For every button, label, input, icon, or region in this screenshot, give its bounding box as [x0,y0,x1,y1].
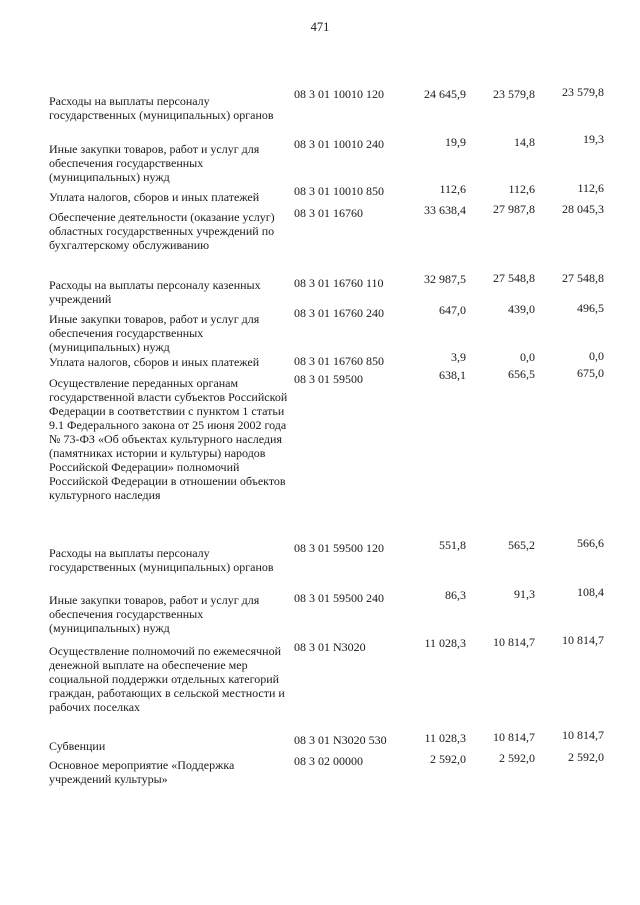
row-value-3: 112,6 [577,181,604,195]
row-value-2: 565,2 [508,538,535,552]
row-name: Расходы на выплаты персоналу государственных (муниципальных) органов [49,94,274,122]
row-name: Иные закупки товаров, работ и услуг для обеспечения государственных (муниципальных) нужд [49,593,260,635]
row-value-2: 10 814,7 [493,730,535,744]
row-value-3: 10 814,7 [562,633,604,647]
row-name: Обеспечение деятельности (оказание услуг) областных государственных учреждений по бухгалтерскому обслуживанию [49,210,275,252]
row-code: 08 3 01 59500 [294,372,363,386]
row-value-1: 24 645,9 [424,87,466,101]
row-value-3: 675,0 [577,366,604,380]
row-code: 08 3 01 16760 110 [294,276,384,290]
row-name: Уплата налогов, сборов и иных платежей [49,190,260,204]
row-value-3: 2 592,0 [568,750,604,764]
row-code: 08 3 01 N3020 530 [294,733,387,747]
row-value-1: 2 592,0 [430,752,466,766]
row-value-1: 3,9 [451,350,466,364]
row-code: 08 3 01 N3020 [294,640,366,654]
row-value-2: 10 814,7 [493,635,535,649]
row-value-1: 551,8 [439,538,466,552]
row-value-3: 10 814,7 [562,728,604,742]
row-code: 08 3 02 00000 [294,754,363,768]
row-value-2: 0,0 [520,350,535,364]
row-name: Уплата налогов, сборов и иных платежей [49,355,260,369]
row-name: Иные закупки товаров, работ и услуг для обеспечения государственных (муниципальных) нужд [49,312,260,354]
row-value-1: 11 028,3 [424,636,466,650]
row-value-1: 33 638,4 [424,203,466,217]
row-code: 08 3 01 59500 240 [294,591,384,605]
row-value-2: 27 548,8 [493,271,535,285]
row-value-1: 32 987,5 [424,272,466,286]
row-code: 08 3 01 16760 240 [294,306,384,320]
row-value-2: 439,0 [508,302,535,316]
row-value-2: 91,3 [514,587,535,601]
row-code: 08 3 01 10010 850 [294,184,384,198]
row-value-3: 0,0 [589,349,604,363]
row-value-3: 496,5 [577,301,604,315]
row-value-3: 108,4 [577,585,604,599]
row-value-2: 14,8 [514,135,535,149]
row-name: Осуществление переданных органам государственной власти субъектов Российской Федерации в соответствии с пунктом 1 статьи 9.1 Федерального закона от 25 июня 2002 года № 73-ФЗ «Об объектах культурного наследия (памятниках истории и культуры) народов Российской Федерации» полномочий Российской Федерации в отношении объектов культурного наследия [49,376,288,502]
row-name: Основное мероприятие «Поддержка учреждений культуры» [49,758,235,786]
row-value-3: 19,3 [583,132,604,146]
row-value-1: 112,6 [439,182,466,196]
row-name: Расходы на выплаты персоналу казенных учреждений [49,278,261,306]
row-code: 08 3 01 16760 [294,206,363,220]
row-name: Осуществление полномочий по ежемесячной денежной выплате на обеспечение мер социальной поддержки отдельных категорий граждан, работающих в сельской местности и рабочих поселках [49,644,285,714]
row-value-1: 86,3 [445,588,466,602]
row-code: 08 3 01 10010 240 [294,137,384,151]
row-value-2: 27 987,8 [493,202,535,216]
row-value-3: 23 579,8 [562,85,604,99]
row-name: Иные закупки товаров, работ и услуг для обеспечения государственных (муниципальных) нужд [49,142,260,184]
row-value-3: 566,6 [577,536,604,550]
row-value-3: 28 045,3 [562,202,604,216]
row-name: Субвенции [49,739,106,753]
row-value-2: 656,5 [508,367,535,381]
row-name: Расходы на выплаты персоналу государственных (муниципальных) органов [49,546,274,574]
page-number: 471 [310,20,330,34]
row-value-2: 112,6 [508,182,535,196]
row-value-3: 27 548,8 [562,271,604,285]
row-value-1: 647,0 [439,303,466,317]
row-code: 08 3 01 10010 120 [294,87,384,101]
row-value-1: 638,1 [439,368,466,382]
row-value-2: 2 592,0 [499,751,535,765]
row-value-1: 11 028,3 [424,731,466,745]
row-code: 08 3 01 59500 120 [294,541,384,555]
row-code: 08 3 01 16760 850 [294,354,384,368]
row-value-2: 23 579,8 [493,87,535,101]
row-value-1: 19,9 [445,135,466,149]
